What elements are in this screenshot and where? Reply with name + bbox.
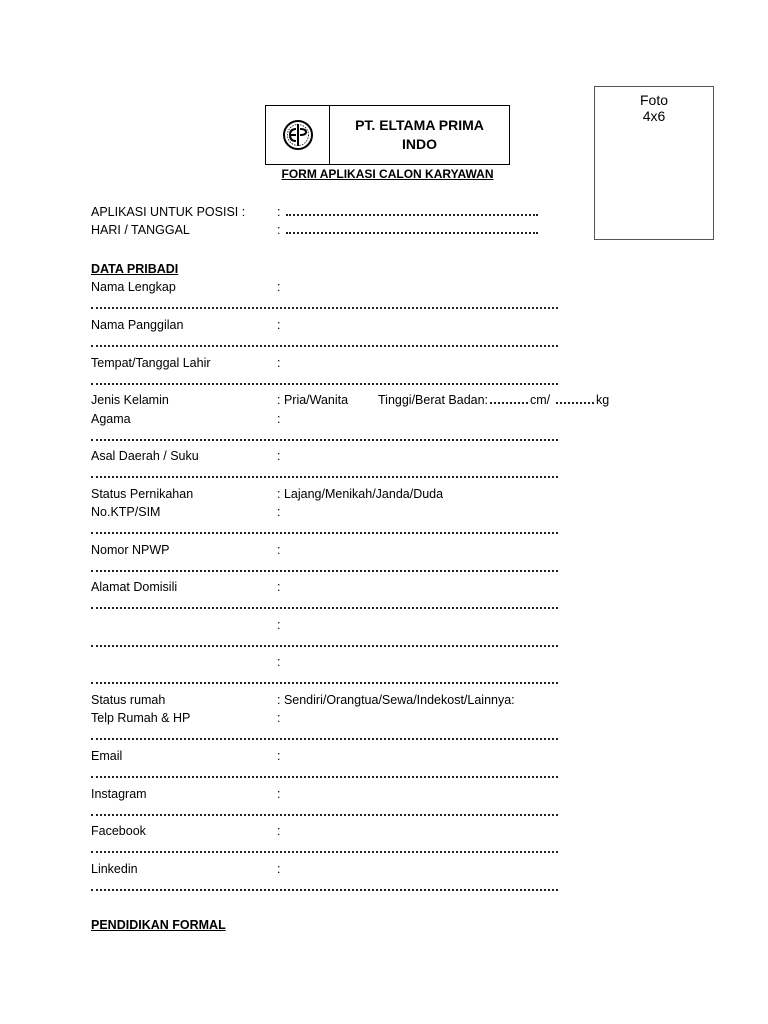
religion-input-line[interactable] — [91, 439, 558, 441]
full-name-input-line[interactable] — [91, 307, 558, 309]
position-label: APLIKASI UNTUK POSISI : — [91, 205, 246, 219]
facebook-colon: : — [277, 824, 281, 838]
facebook-input-line[interactable] — [91, 851, 558, 853]
address-input-line-1[interactable] — [91, 607, 558, 609]
marital-value: : Lajang/Menikah/Janda/Duda — [277, 487, 444, 501]
origin-label: Asal Daerah / Suku — [91, 449, 199, 463]
address-colon-2: : — [277, 618, 281, 632]
height-input-line[interactable] — [490, 402, 528, 404]
email-colon: : — [277, 749, 281, 763]
instagram-colon: : — [277, 787, 281, 801]
housing-value: : Sendiri/Orangtua/Sewa/Indekost/Lainnya: — [277, 693, 515, 707]
facebook-label: Facebook — [91, 824, 146, 838]
date-label: HARI / TANGGAL — [91, 223, 190, 237]
form-title: FORM APLIKASI CALON KARYAWAN — [281, 167, 494, 181]
address-colon-3: : — [277, 655, 281, 669]
instagram-label: Instagram — [91, 787, 147, 801]
company-name-line1: PT. ELTAMA PRIMA — [355, 117, 484, 133]
address-input-line-3[interactable] — [91, 682, 558, 684]
position-input-line[interactable] — [286, 214, 538, 216]
company-logo — [266, 106, 330, 164]
company-header — [265, 105, 510, 165]
section-education: PENDIDIKAN FORMAL — [91, 918, 226, 932]
origin-input-line[interactable] — [91, 476, 558, 478]
address-input-line-2[interactable] — [91, 645, 558, 647]
phone-input-line[interactable] — [91, 738, 558, 740]
photo-label: Foto — [639, 92, 668, 108]
birth-label: Tempat/Tanggal Lahir — [91, 356, 211, 370]
linkedin-colon: : — [277, 862, 281, 876]
npwp-input-line[interactable] — [91, 570, 558, 572]
nickname-colon: : — [277, 318, 281, 332]
date-colon: : — [277, 223, 281, 237]
instagram-input-line[interactable] — [91, 814, 558, 816]
marital-label: Status Pernikahan — [91, 487, 194, 501]
npwp-label: Nomor NPWP — [91, 543, 170, 557]
address-label: Alamat Domisili — [91, 580, 178, 594]
gender-label: Jenis Kelamin — [91, 393, 169, 407]
photo-size: 4x6 — [642, 108, 666, 124]
height-weight-label: Tinggi/Berat Badan: — [378, 393, 489, 407]
linkedin-input-line[interactable] — [91, 889, 558, 891]
origin-colon: : — [277, 449, 281, 463]
phone-colon: : — [277, 711, 281, 725]
nickname-label: Nama Panggilan — [91, 318, 184, 332]
linkedin-label: Linkedin — [91, 862, 138, 876]
weight-input-line[interactable] — [556, 402, 594, 404]
address-colon: : — [277, 580, 281, 594]
email-label: Email — [91, 749, 123, 763]
religion-colon: : — [277, 412, 281, 426]
id-card-colon: : — [277, 505, 281, 519]
date-input-line[interactable] — [286, 232, 538, 234]
phone-label: Telp Rumah & HP — [91, 711, 191, 725]
id-card-label: No.KTP/SIM — [91, 505, 161, 519]
full-name-label: Nama Lengkap — [91, 280, 176, 294]
height-unit: cm/ — [530, 393, 551, 407]
full-name-colon: : — [277, 280, 281, 294]
gender-value: : Pria/Wanita — [277, 393, 349, 407]
birth-colon: : — [277, 356, 281, 370]
nickname-input-line[interactable] — [91, 345, 558, 347]
email-input-line[interactable] — [91, 776, 558, 778]
photo-placeholder — [594, 86, 714, 240]
npwp-colon: : — [277, 543, 281, 557]
housing-label: Status rumah — [91, 693, 166, 707]
company-name-line2: INDO — [402, 136, 437, 152]
section-personal-data: DATA PRIBADI — [91, 262, 179, 276]
id-card-input-line[interactable] — [91, 532, 558, 534]
company-name — [330, 106, 509, 164]
religion-label: Agama — [91, 412, 131, 426]
weight-unit: kg — [596, 393, 610, 407]
birth-input-line[interactable] — [91, 383, 558, 385]
position-colon: : — [277, 205, 281, 219]
